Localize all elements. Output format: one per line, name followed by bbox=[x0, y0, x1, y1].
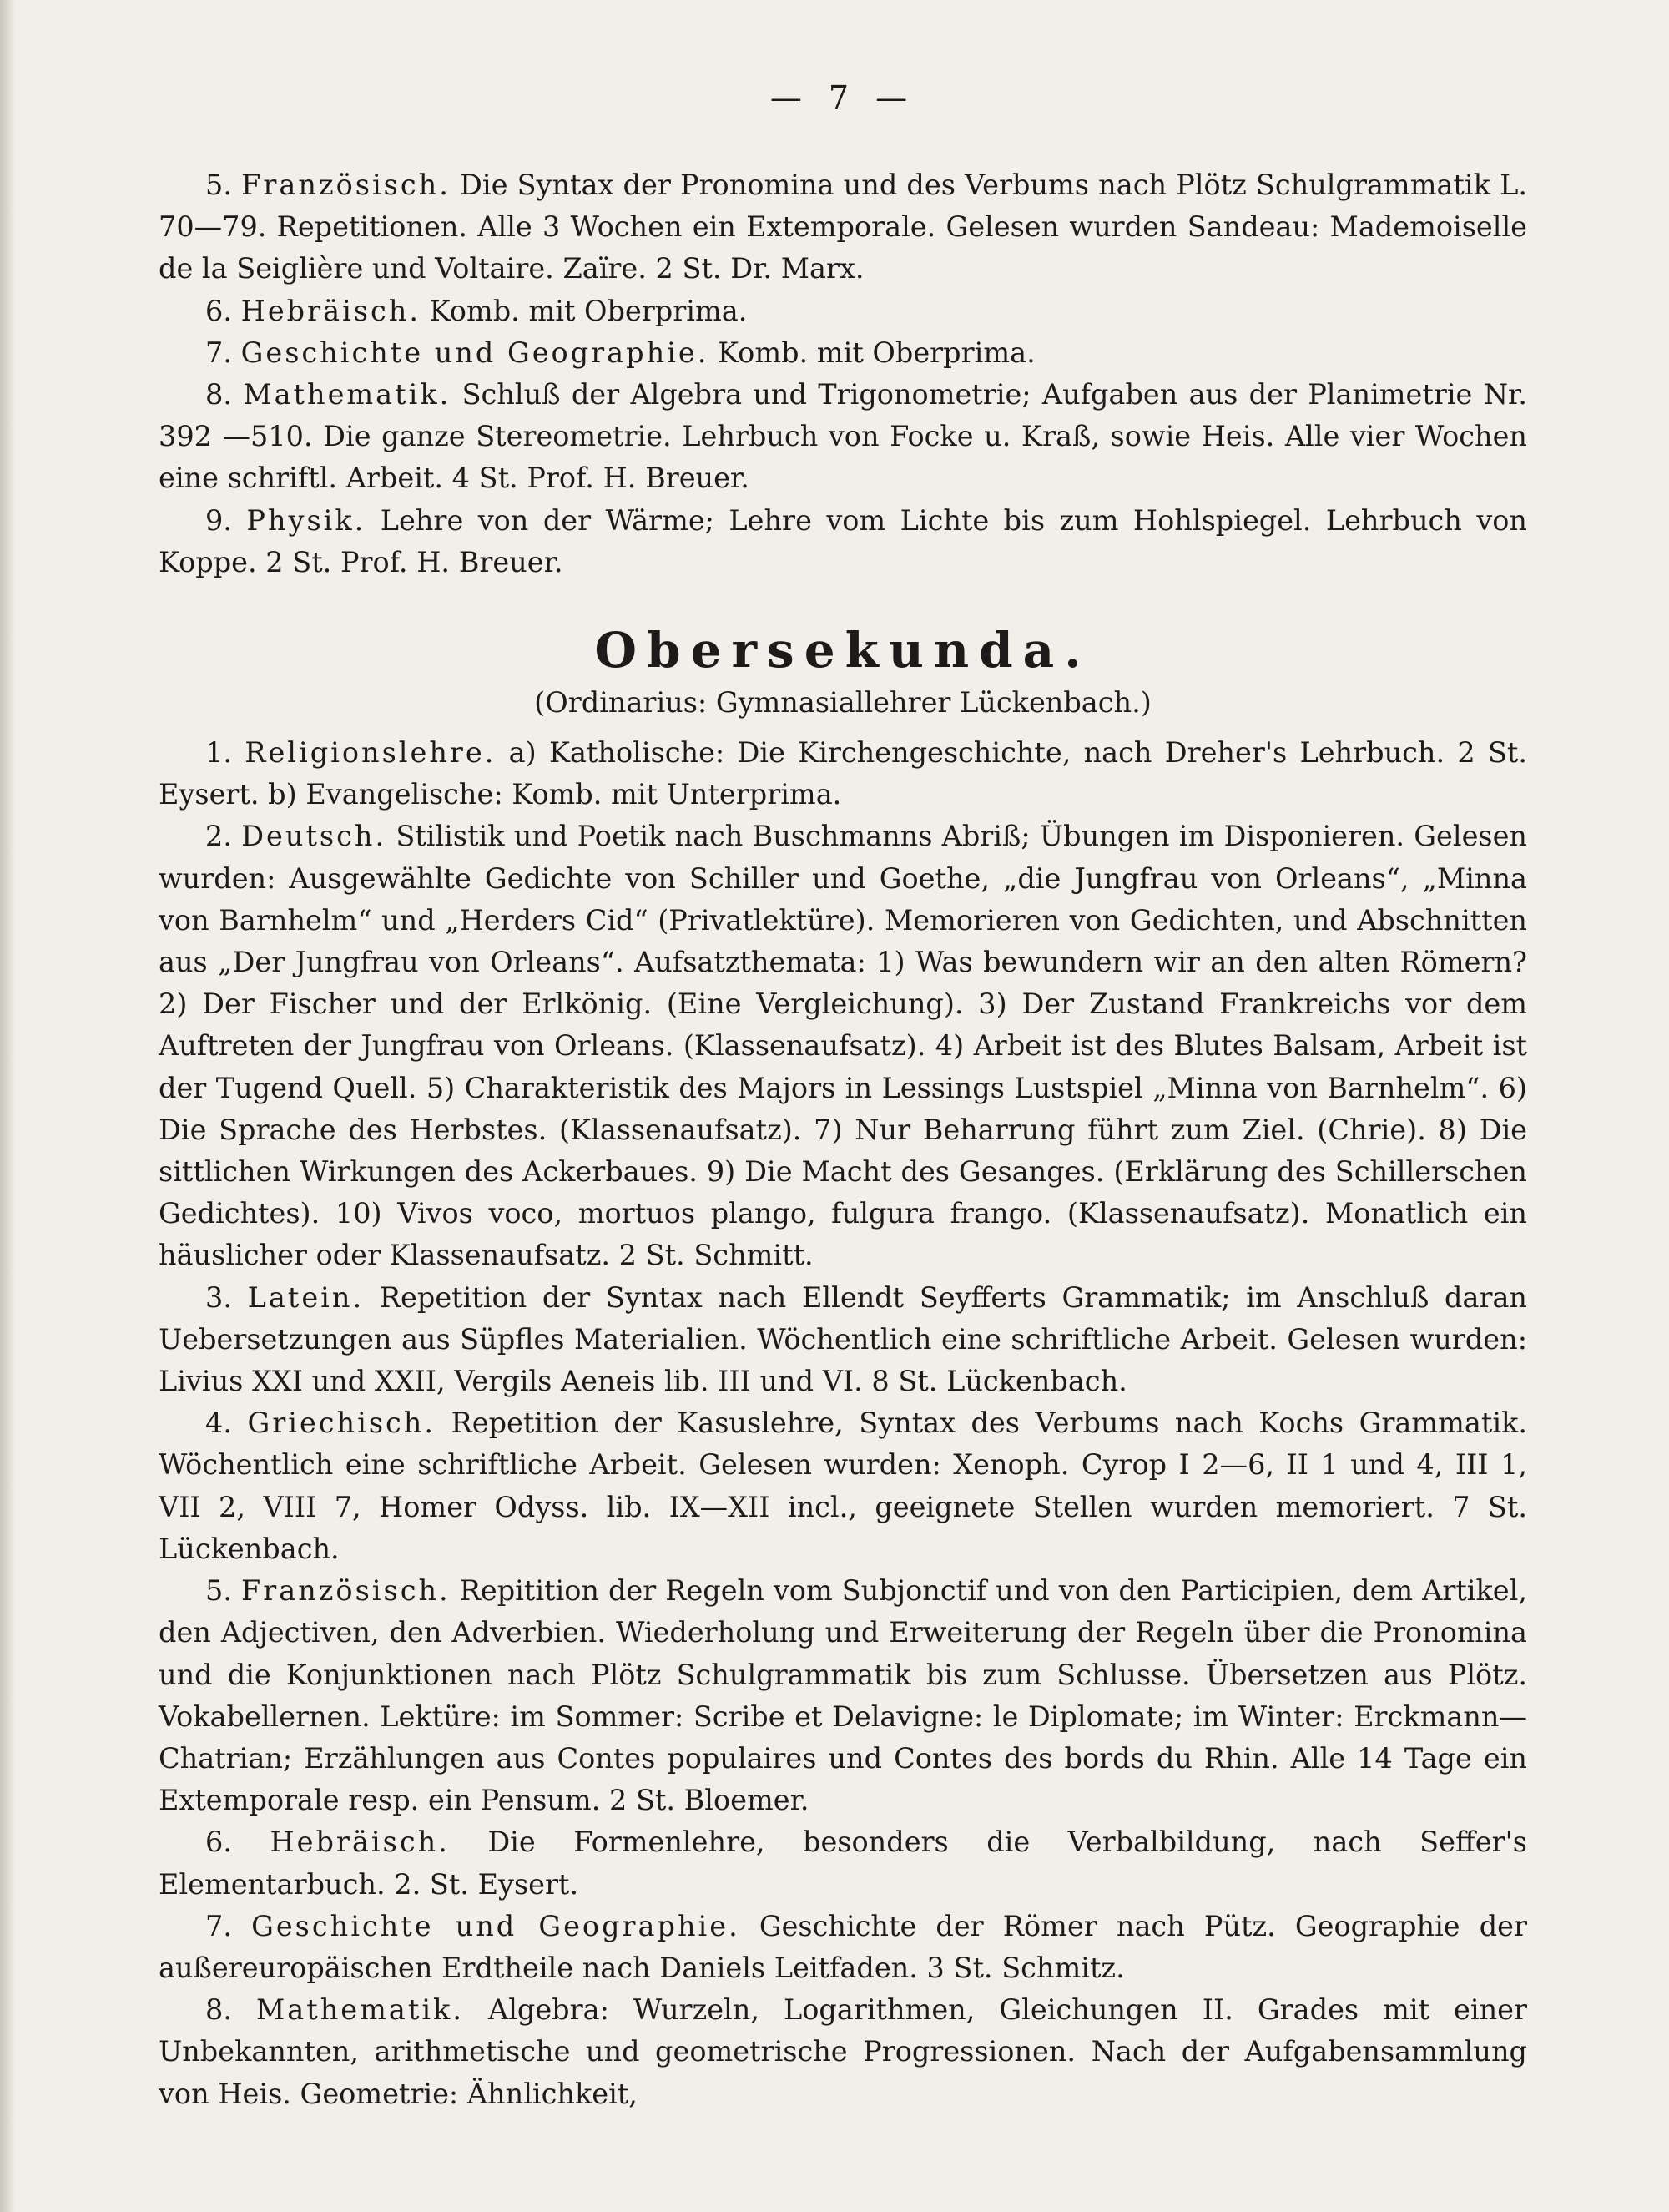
subject-entry-franzoesisch-2: 5. Französisch. Repitition der Regeln vom Subjonctif und von den Participien, dem Artikel, den Adjectiven, den Adverbien. Wiederholung und Erweiterung der Regeln über die Pronomina und die Konjunktionen nach Plötz Schulgrammatik bis zum Schlusse. Übersetzen aus Plötz. Vokabellernen. Lektüre: im Sommer: Scribe et Delavigne: le Diplomate; im Winter: Erckmann—Chatrian; Erzählungen aus Contes populaires und Contes des bords du Rhin. Alle 14 Tage ein Extemporale resp. ein Pensum. 2 St. Bloemer. bbox=[159, 1574, 1527, 1817]
subject-entry-franzoesisch: 5. Französisch. Die Syntax der Pronomina und des Verbums nach Plötz Schulgrammatik L. 70—79. Repetitionen. Alle 3 Wochen ein Extemporale. Gelesen wurden Sandeau: Mademoiselle de la Seiglière und Voltaire. Zaïre. 2 St. Dr. Marx. bbox=[159, 169, 1527, 285]
subject-entry-religionslehre: 1. Religionslehre. a) Katholische: Die Kirchengeschichte, nach Dreher's Lehrbuch. 2 St. Eysert. b) Evangelische: Komb. mit Unterprima. bbox=[159, 736, 1528, 811]
section-entries bbox=[159, 732, 1527, 2115]
ordinarius-line: (Ordinarius: Gymnasiallehrer Lückenbach.) bbox=[534, 686, 1152, 720]
subject-entry-geschichte-2: 7. Geschichte und Geographie. Geschichte der Römer nach Pütz. Geographie der außereuropäischen Erdtheile nach Daniels Leitfaden. 3 St. Schmitz. bbox=[159, 1909, 1527, 1984]
subject-entry-geschichte: 7. Geschichte und Geographie. Komb. mit Oberprima. bbox=[205, 336, 1036, 369]
section-title: Obersekunda. bbox=[594, 622, 1092, 679]
document-page bbox=[159, 79, 1527, 2115]
subject-entry-mathematik-2: 8. Mathematik. Algebra: Wurzeln, Logarithmen, Gleichungen II. Grades mit einer Unbekannten, arithmetische und geometrische Progressionen. Nach der Aufgabensammlung von Heis. Geometrie: Ähnlichkeit, bbox=[159, 1993, 1527, 2110]
subject-entry-latein: 3. Latein. Repetition der Syntax nach Ellendt Seyfferts Grammatik; im Anschluß daran Uebersetzungen aus Süpfles Materialien. Wöchentlich eine schriftliche Arbeit. Gelesen wurden: Livius XXI und XXII, Vergils Aeneis lib. III und VI. 8 St. Lückenbach. bbox=[159, 1280, 1528, 1398]
subject-entry-mathematik: 8. Mathematik. Schluß der Algebra und Trigonometrie; Aufgaben aus der Planimetrie Nr. 392 —510. Die ganze Stereometrie. Lehrbuch von Focke u. Kraß, sowie Heis. Alle vier Wochen eine schriftl. Arbeit. 4 St. Prof. H. Breuer. bbox=[159, 378, 1527, 495]
subject-entry-deutsch: 2. Deutsch. Stilistik und Poetik nach Buschmanns Abriß; Übungen im Disponieren. Gelesen wurden: Ausgewählte Gedichte von Schiller und Goethe, „die Jungfrau von Orleans“, „Minna von Barnhelm“ und „Herders Cid“ (Privatlektüre). Memorieren von Gedichten, und Abschnitten aus „Der Jungfrau von Orleans“. Aufsatzthemata: 1) Was bewundern wir an den alten Römern? 2) Der Fischer und der Erlkönig. (Eine Vergleichung). 3) Der Zustand Frankreichs vor dem Auftreten der Jungfrau von Orleans. (Klassenaufsatz). 4) Arbeit ist des Blutes Balsam, Arbeit ist der Tugend Quell. 5) Charakteristik des Majors in Lessings Lustspiel „Minna von Barnhelm“. 6) Die Sprache des Herbstes. (Klassenaufsatz). 7) Nur Beharrung führt zum Ziel. (Chrie). 8) Die sittlichen Wirkungen des Ackerbaues. 9) Die Macht des Gesanges. (Erklärung des Schillerschen Gedichtes). 10) Vivos voco, mortuos plango, fulgura frango. (Klassenaufsatz). Monatlich ein häuslicher oder Klassenaufsatz. 2 St. Schmitt. bbox=[159, 820, 1527, 1272]
page-number: — 7 — bbox=[769, 79, 916, 116]
subject-entry-griechisch: 4. Griechisch. Repetition der Kasuslehre, Syntax des Verbums nach Kochs Grammatik. Wöchentlich eine schriftliche Arbeit. Gelesen wurden: Xenoph. Cyrop I 2—6, II 1 und 4, III 1, VII 2, VIII 7, Homer Odyss. lib. IX—XII incl., geeignete Stellen wurden memoriert. 7 St. Lückenbach. bbox=[159, 1406, 1527, 1565]
subject-entry-hebraeisch: 6. Hebräisch. Komb. mit Oberprima. bbox=[205, 294, 748, 327]
subject-entry-physik: 9. Physik. Lehre von der Wärme; Lehre vom Lichte bis zum Hohlspiegel. Lehrbuch von Koppe. 2 St. Prof. H. Breuer. bbox=[159, 503, 1527, 578]
subject-entry-hebraeisch-2: 6. Hebräisch. Die Formenlehre, besonders die Verbalbildung, nach Seffer's Elementarbuch. 2. St. Eysert. bbox=[159, 1826, 1527, 1901]
page-edge-shadow bbox=[0, 0, 15, 2212]
prev-section bbox=[159, 164, 1527, 583]
